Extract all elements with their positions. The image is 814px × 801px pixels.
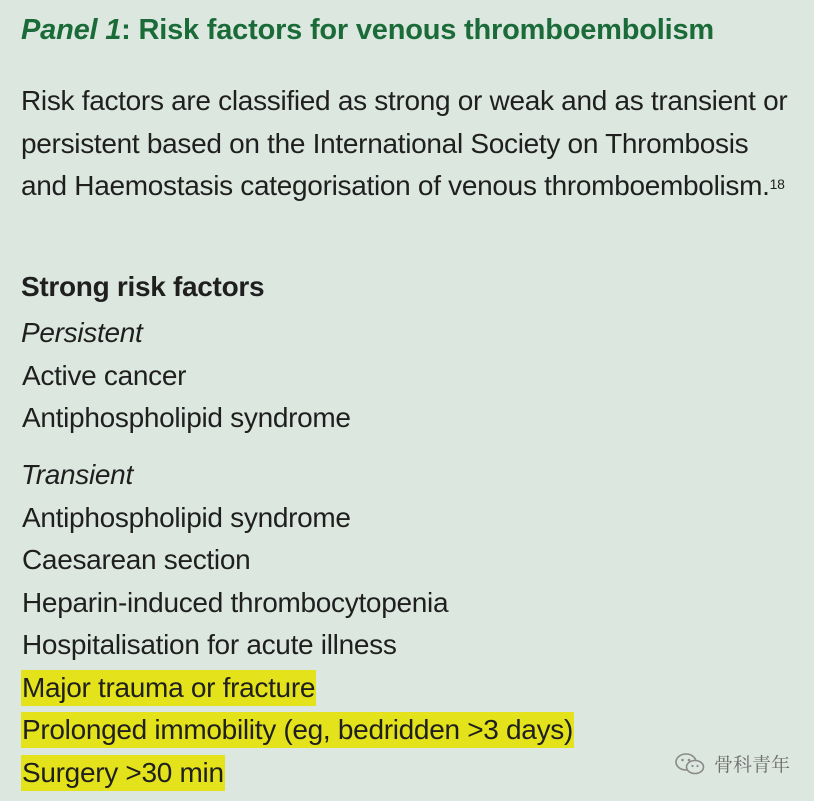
risk-factor-item — [21, 397, 352, 440]
risk-factor-item — [21, 624, 574, 667]
risk-factor-text: Prolonged immobility (eg, bedridden >3 days) — [21, 712, 574, 748]
risk-factor-text: Antiphospholipid syndrome — [22, 501, 351, 533]
reference-superscript: 18 — [769, 176, 785, 192]
panel-title-text: : Risk factors for venous thromboembolism — [121, 14, 715, 46]
transient-label: Transient — [21, 459, 133, 490]
intro-text: Risk factors are classified as strong or weak and as transient or persistent based on the International Society on Thrombosis and Haemostasis categorisation of venous thromboembolism. — [21, 85, 788, 201]
risk-factor-text: Surgery >30 min — [21, 755, 225, 791]
transient-group — [21, 454, 574, 794]
risk-factor-item — [21, 752, 574, 795]
risk-factor-item — [21, 582, 574, 625]
panel-number: Panel 1 — [21, 14, 122, 46]
risk-factor-text: Major trauma or fracture — [21, 670, 316, 706]
risk-factor-item — [21, 539, 574, 582]
risk-factor-text: Active cancer — [22, 359, 187, 391]
persistent-label: Persistent — [21, 317, 143, 348]
persistent-group — [21, 312, 352, 440]
panel-title — [21, 14, 714, 47]
risk-factor-item — [21, 497, 574, 540]
risk-factor-item — [21, 667, 574, 710]
intro-paragraph — [21, 80, 801, 208]
risk-factor-item — [21, 355, 352, 398]
risk-factor-item — [21, 709, 574, 752]
risk-factor-text: Antiphospholipid syndrome — [22, 402, 351, 433]
watermark — [674, 750, 790, 777]
section-heading-strong-risk: Strong risk factors — [21, 271, 265, 302]
wechat-icon — [674, 752, 706, 776]
risk-factor-text: Caesarean section — [22, 544, 251, 575]
risk-factor-text: Hospitalisation for acute illness — [22, 629, 397, 660]
watermark-text: 骨科青年 — [713, 754, 790, 776]
risk-factor-text: Heparin-induced thrombocytopenia — [22, 586, 449, 618]
